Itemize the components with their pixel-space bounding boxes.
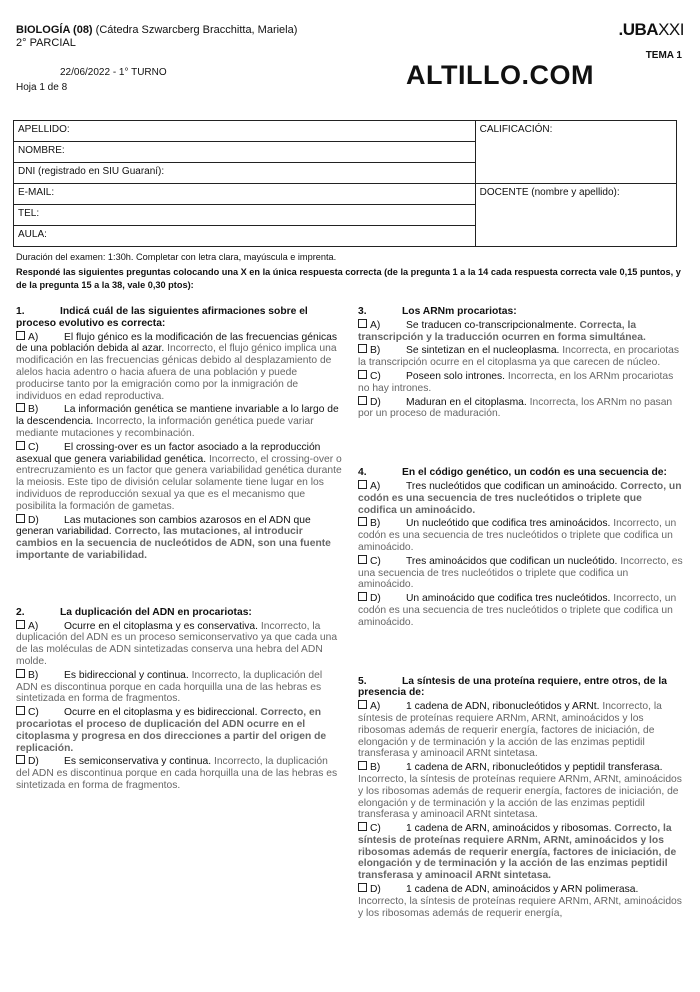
option-feedback: Incorrecto, la síntesis de proteínas requiere ARNm, ARNt, aminoácidos y los ribosomas además de requerir energía, factores de iniciación, de elongación y de terminación y la acción de las enzimas peptidil transferasa y aminoacil ARNt sintetasa. <box>358 701 662 760</box>
option-feedback: Incorrecto, es una secuencia de tres nucleótidos o triplete que codifica un aminoácido. <box>358 555 683 591</box>
checkbox-icon[interactable] <box>358 822 367 831</box>
logo-xxi-text: XXI <box>658 20 684 39</box>
option-feedback: Incorrecta, en los ARNm procariotas no hay intrones. <box>358 370 674 394</box>
option-b[interactable] <box>16 669 342 705</box>
option-feedback: Incorrecta, los ARNm no pasan por un proceso de maduración. <box>358 396 673 420</box>
option-feedback: Correcto, en procariotas el proceso de duplicación del ADN ocurre en el citoplasma y progresa en dos direcciones a partir del origen de replicación. <box>16 707 327 754</box>
option-letter: C) <box>28 707 39 719</box>
option-text: Es bidireccional y continua. <box>64 669 189 681</box>
docente-field[interactable]: DOCENTE (nombre y apellido): <box>475 184 676 247</box>
option-letter: A) <box>28 620 39 632</box>
option-b[interactable] <box>358 517 683 553</box>
option-letter: D) <box>370 396 381 408</box>
option-text: 1 cadena de ARN, ribonucleótidos y peptidil transferasa. <box>406 762 663 774</box>
option-letter: B) <box>370 762 381 774</box>
option-text: El crossing-over es un factor asociado a la reproducción asexual que genera variabilidad genética. <box>16 441 321 465</box>
option-c[interactable] <box>16 706 342 754</box>
option-b[interactable] <box>16 403 342 439</box>
option-d[interactable] <box>16 755 342 791</box>
option-feedback: Incorrecto, un codón es una secuencia de tres nucleótidos o triplete que codifica un aminoácido. <box>358 593 677 628</box>
checkbox-icon[interactable] <box>16 331 25 340</box>
option-feedback: Correcto, un codón es una secuencia de tres nucleótidos o triplete que codifica un aminoácido. <box>358 480 682 516</box>
option-text: 1 cadena de ADN, ribonucleótidos y ARNt. <box>406 701 600 713</box>
option-letter: A) <box>28 331 39 343</box>
option-text: Ocurre en el citoplasma y es bidireccional. <box>64 707 258 719</box>
option-letter: A) <box>370 480 381 492</box>
option-text: Poseen solo intrones. <box>406 370 506 382</box>
option-feedback: Incorrecto, el flujo génico implica una modificación en las frecuencias génicas debido al desplazamiento de alelos hacia adentro o hacia afuera de una población y puede producirse tanto por la emigración como por la inmigración de individuos en edad reproductiva. <box>16 343 337 402</box>
option-feedback: Incorrecto, el crossing-over o entrecruzamiento es un factor que genera variabilidad genética durante la meiosis. Este tipo de división celular solamente tiene lugar en los individuos de reproducción sexual ya que es el mecanismo que posibilita la formación de gametas. <box>16 453 342 512</box>
question-number: 1. <box>16 306 25 317</box>
exam-duration: Duración del examen: 1:30h. Completar con letra clara, mayúscula e imprenta. <box>16 252 337 262</box>
option-d[interactable] <box>358 396 683 421</box>
option-b[interactable] <box>358 761 683 821</box>
option-text: Un nucleótido que codifica tres aminoácidos. <box>406 518 611 530</box>
option-text: 1 cadena de ARN, aminoácidos y ribosomas. <box>406 823 612 835</box>
question-text: En el código genético, un codón es una secuencia de: <box>402 467 667 479</box>
option-letter: B) <box>28 404 39 416</box>
tema-label: TEMA 1 <box>645 50 682 61</box>
option-text: Ocurre en el citoplasma y es conservativa. <box>64 620 259 632</box>
option-c[interactable] <box>358 822 683 882</box>
option-letter: A) <box>370 701 381 713</box>
question-number: 2. <box>16 606 25 618</box>
option-a[interactable] <box>358 700 683 760</box>
checkbox-icon[interactable] <box>16 706 25 715</box>
checkbox-icon[interactable] <box>16 403 25 412</box>
option-text: Maduran en el citoplasma. <box>406 396 527 408</box>
answer-instructions: Respondé las siguientes preguntas colocando una X en la única respuesta correcta (de la pregunta 1 a la 14 cada respuesta correcta vale 0,15 puntos, y de la pregunta 15 a la 38, vale 0,30 ptos): <box>16 267 681 290</box>
question-3 <box>358 306 683 420</box>
checkbox-icon[interactable] <box>358 370 367 379</box>
checkbox-icon[interactable] <box>358 344 367 353</box>
checkbox-icon[interactable] <box>358 319 367 328</box>
question-1 <box>16 306 342 562</box>
checkbox-icon[interactable] <box>358 555 367 564</box>
checkbox-icon[interactable] <box>358 396 367 405</box>
watermark: ALTILLO.COM <box>406 60 594 90</box>
checkbox-icon[interactable] <box>358 883 367 892</box>
apellido-field[interactable]: APELLIDO: <box>14 121 476 142</box>
question-text: Indicá cuál de las siguientes afirmaciones sobre el proceso evolutivo es correcta: <box>16 306 308 329</box>
option-text: Es semiconservativa y continua. <box>64 756 212 768</box>
option-feedback: Incorrecto, la duplicación del ADN es discontinua porque en cada horquilla una de las hebras es sintetizada en forma de fragmentos. <box>16 756 338 791</box>
calificacion-field[interactable]: CALIFICACIÓN: <box>475 121 676 184</box>
option-letter: C) <box>370 555 381 567</box>
option-feedback: Incorrecto, la duplicación del ADN es discontinua porque en cada horquilla una de las hebras es sintetizada en forma de fragmentos. <box>16 669 323 705</box>
question-text: La síntesis de una proteína requiere, entre otros, de la presencia de: <box>358 675 667 699</box>
option-a[interactable] <box>358 480 683 516</box>
option-text: Las mutaciones son cambios azarosos en el ADN que generan variabilidad. <box>16 514 311 538</box>
option-text: La información genética se mantiene invariable a lo largo de la descendencia. <box>16 404 339 428</box>
option-text: Tres aminoácidos que codifican un nucleótido. <box>406 555 618 567</box>
nombre-field[interactable]: NOMBRE: <box>14 142 476 163</box>
dni-field[interactable]: DNI (registrado en SIU Guaraní): <box>14 163 476 184</box>
checkbox-icon[interactable] <box>16 755 25 764</box>
question-number: 5. <box>358 675 367 687</box>
option-a[interactable] <box>358 319 683 344</box>
option-feedback: Incorrecto, la síntesis de proteínas requiere ARNm, ARNt, aminoácidos y los ribosomas además de requerir energía, factores de iniciación, de elongación y de terminación y la acción de las enzimas peptidil transferasa y aminoacil ARNt sintetasa. <box>358 773 682 821</box>
question-number: 3. <box>358 306 367 317</box>
checkbox-icon[interactable] <box>16 514 25 523</box>
option-feedback: Incorrecto, la síntesis de proteínas requiere ARNm, ARNt, aminoácidos y los ribosomas además de requerir energía, <box>358 895 682 919</box>
option-feedback: Incorrecto, un codón es una secuencia de tres nucleótidos o triplete que codifica un aminoácido. <box>358 518 677 553</box>
checkbox-icon[interactable] <box>358 592 367 601</box>
instructions <box>16 251 684 292</box>
question-number: 4. <box>358 467 367 479</box>
checkbox-icon[interactable] <box>16 441 25 450</box>
option-b[interactable] <box>358 344 683 369</box>
option-letter: D) <box>28 756 39 768</box>
option-d[interactable] <box>16 514 342 562</box>
option-letter: A) <box>370 319 381 331</box>
checkbox-icon[interactable] <box>16 669 25 678</box>
option-feedback: Correcto, la síntesis de proteínas requiere ARNm, ARNt, aminoácidos y los ribosomas además de requerir energía, factores de iniciación, de elongación y de terminación y la acción de las enzimas peptidil transferasa y aminoacil ARNt sintetasa. <box>358 823 677 882</box>
right-column <box>358 306 683 919</box>
option-c[interactable] <box>16 441 342 513</box>
option-letter: D) <box>28 514 39 526</box>
question-4 <box>358 467 683 628</box>
option-letter: C) <box>370 823 381 835</box>
exam-name: 2° PARCIAL <box>16 36 76 49</box>
checkbox-icon[interactable] <box>358 761 367 770</box>
exam-date: 22/06/2022 - 1° TURNO <box>60 67 167 78</box>
option-text: Tres nucleótidos que codifican un aminoácido. <box>406 480 618 492</box>
question-2 <box>16 607 342 792</box>
option-feedback: Incorrecto, la información genética puede variar mediante mutaciones y recombinación. <box>16 416 314 439</box>
checkbox-icon[interactable] <box>16 620 25 629</box>
uba-logo <box>619 20 684 40</box>
option-letter: D) <box>370 884 381 896</box>
option-feedback: Incorrecto, la duplicación del ADN es un proceso semiconservativo ya que cada una de las moléculas de ADN sintetizadas conserva una hebra del ADN molde. <box>16 620 338 667</box>
option-letter: C) <box>370 370 381 382</box>
option-d[interactable] <box>358 883 683 919</box>
question-text: La duplicación del ADN en procariotas: <box>60 606 252 618</box>
option-feedback: Incorrecta, en procariotas la transcripción ocurre en el citoplasma ya que carecen de núcleo. <box>358 345 680 369</box>
option-letter: B) <box>28 669 39 681</box>
email-field[interactable]: E-MAIL: <box>14 184 476 205</box>
checkbox-icon[interactable] <box>358 700 367 709</box>
option-c[interactable] <box>358 370 683 395</box>
checkbox-icon[interactable] <box>358 517 367 526</box>
option-c[interactable] <box>358 555 683 591</box>
option-text: 1 cadena de ADN, aminoácidos y ARN polimerasa. <box>406 884 639 896</box>
option-text: Un aminoácido que codifica tres nucleótidos. <box>406 593 611 605</box>
course-chair: (Cátedra Szwarcberg Bracchitta, Mariela) <box>92 24 298 36</box>
left-column <box>16 306 342 792</box>
option-letter: C) <box>28 441 39 453</box>
option-text: Se sintetizan en el nucleoplasma. <box>406 345 560 357</box>
option-text: Se traducen co-transcripcionalmente. <box>406 319 577 331</box>
course-header <box>16 24 297 49</box>
question-text: Los ARNm procariotas: <box>402 306 517 317</box>
option-text: El flujo génico es la modificación de las frecuencias génicas de una población debida al azar. <box>16 331 338 355</box>
aula-field[interactable]: AULA: <box>14 226 476 247</box>
option-a[interactable] <box>16 331 342 403</box>
option-feedback: Correcta, la transcripción y la traducción ocurren en forma simultánea. <box>358 319 646 343</box>
page-counter: Hoja 1 de 8 <box>16 82 68 93</box>
student-form <box>13 120 677 247</box>
option-d[interactable] <box>358 592 683 628</box>
tel-field[interactable]: TEL: <box>14 205 476 226</box>
logo-uba-text: .UBA <box>618 20 659 39</box>
course-name: BIOLOGÍA (08) <box>16 24 93 36</box>
option-letter: B) <box>370 345 381 357</box>
option-a[interactable] <box>16 620 342 668</box>
option-feedback: Correcto, las mutaciones, al introducir cambios en la secuencia de nucleótidos de ADN, son una fuente importante de variabilidad. <box>16 526 331 561</box>
checkbox-icon[interactable] <box>358 480 367 489</box>
question-5 <box>358 676 683 920</box>
option-letter: D) <box>370 593 381 605</box>
option-letter: B) <box>370 518 381 530</box>
